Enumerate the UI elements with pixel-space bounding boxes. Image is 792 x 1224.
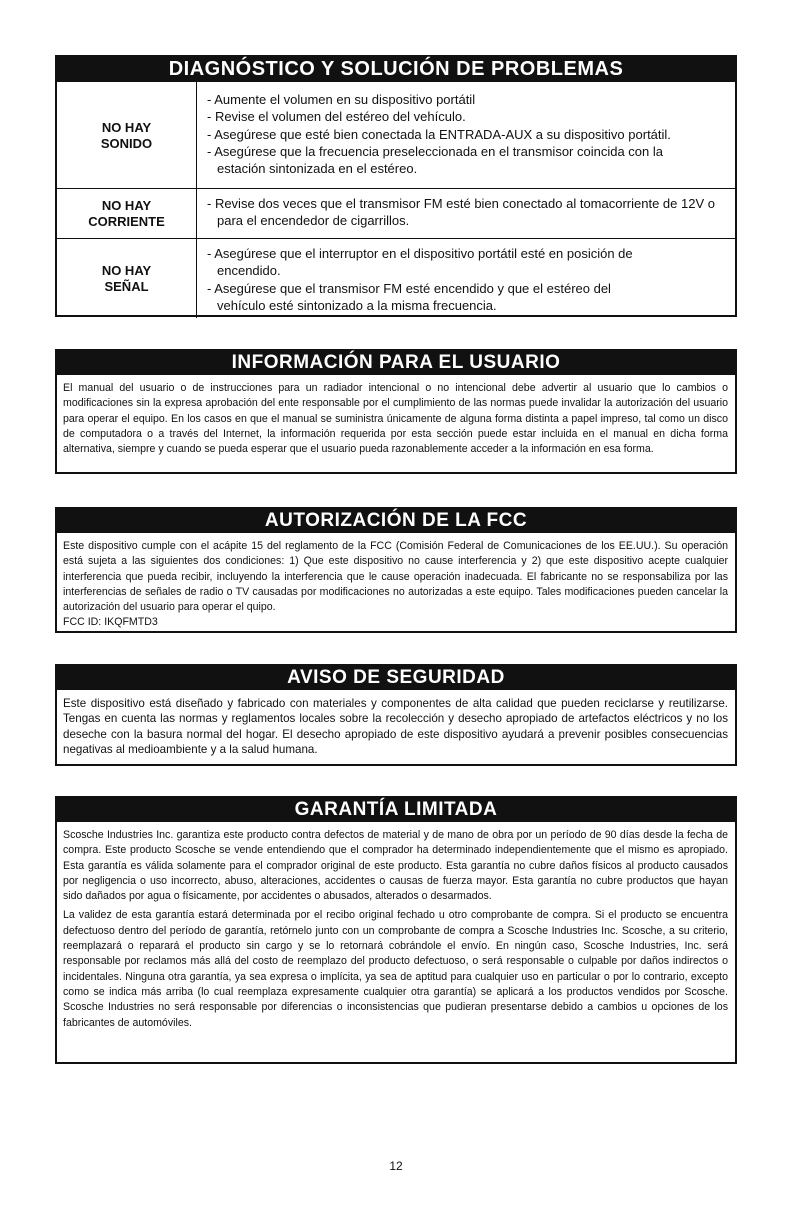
fcc-id: FCC ID: IKQFMTD3 [63,616,158,629]
user-info-text [57,375,735,457]
trouble-label [57,189,197,239]
fcc-text [57,533,735,631]
trouble-row-no-signal [57,238,735,318]
trouble-label-line: NO HAY [101,198,152,213]
trouble-item: - Asegúrese que esté bien conectada la ENTRADA-AUX a su dispositivo portátil. [207,126,671,142]
trouble-items [207,245,727,314]
page-number: 12 [389,1159,403,1173]
warranty-section [55,796,737,1064]
trouble-item: - Revise dos veces que el transmisor FM esté bien conectado al tomacorriente de 12V o para el encendedor de cigarrillos. [207,196,715,229]
warranty-text [57,822,735,1031]
trouble-row-no-sound [57,81,735,189]
trouble-item: - Asegúrese que el interruptor en el dispositivo portátil esté en posición de encendido. [207,246,633,279]
trouble-label-line: CORRIENTE [88,214,165,229]
warranty-paragraph-2: La validez de esta garantía estará determinada por el recibo original fechado u otro comprobante de compra. Si el producto se encuentra defectuoso dentro del período de garantía, retórnelo junto con un comprobante de compra a Scosche Industries Inc. Scosche, a su criterio, reemplazará o reparará el producto sin cargo y se lo retornará cobrándole el envío. En ningún caso, Scosche Industries, Inc. será responsable por reclamos más allá del costo de reemplazo del producto defectuoso, o será responsable o culpable por daños indirectos o incidentales. Ninguna otra garantía, ya sea expresa o implícita, ya sea de aptitud para cualquier uso en particular o por lo contrario, excepto como se indica más arriba (lo cual reemplaza expresamente cualquier otra garantía) se aplicará a los productos vendidos por Scosche. Scosche Industries no será responsable por diferencias o inconsistencias que pudieran presentarse debido a cambios u opciones de los fabricantes de automóviles. [63,909,728,1029]
trouble-label [57,82,197,189]
safety-text [57,690,735,757]
trouble-row-no-power [57,188,735,239]
trouble-label-line: SONIDO [100,135,153,151]
trouble-item: - Aumente el volumen en su dispositivo portátil [207,92,476,107]
trouble-items [207,195,727,230]
fcc-paragraph: Este dispositivo cumple con el acápite 15 del reglamento de la FCC (Comisión Federal de Comunicaciones de los EE.UU.). Su operación está sujeta a las siguientes dos condiciones: 1) Que este dispositivo no cause interferencia y 2) que este dispositivo acepte cualquier interferencia que pueda recibir, incluyendo la interferencia que le cause operación inadecuada. El fabricante no se responsabiliza por las interferencias de señales de radio o TV causadas por modificaciones no autorizadas a este equipo. Tales modificaciones pueden cancelar la autorización del usuario para operar el quipo. [63,540,728,614]
trouble-item: - Revise el volumen del estéreo del vehículo. [207,109,466,125]
trouble-items [207,91,727,177]
trouble-label-line: NO HAY [101,262,152,278]
trouble-item: - Asegúrese que la frecuencia preseleccionada en el transmisor coincida con la estación sintonizada en el estéreo. [207,143,663,177]
trouble-label [57,239,197,318]
troubleshooting-section [55,55,737,317]
safety-paragraph: Este dispositivo está diseñado y fabricado con materiales y componentes de alta calidad que pueden reciclarse y reutilizarse. Tengas en cuenta las normas y reglamentos locales sobre la recolección y desecho apropiado de artefactos eléctricos y no los deseche con la basura normal del hogar. El desecho apropiado de este dispositivo ayudará a prevenir posibles consecuencias negativas al medioambiente y a la salud humana. [63,697,728,756]
user-info-title: INFORMACIÓN PARA EL USUARIO [57,351,735,375]
troubleshooting-title: DIAGNÓSTICO Y SOLUCIÓN DE PROBLEMAS [57,57,735,81]
trouble-item: - Asegúrese que el transmisor FM esté encendido y que el estéreo del vehículo esté sintonizado a la misma frecuencia. [207,280,611,313]
fcc-title: AUTORIZACIÓN DE LA FCC [57,509,735,533]
safety-title: AVISO DE SEGURIDAD [57,666,735,690]
safety-section [55,664,737,766]
trouble-label-line: NO HAY [101,119,152,135]
trouble-label-line: SEÑAL [104,278,149,294]
fcc-section [55,507,737,633]
user-info-paragraph: El manual del usuario o de instrucciones para un radiador intencional o no intencional debe advertir al usuario que lo cambios o modificaciones sin la expresa aprobación del ente responsable por el cumplimiento de las normas puede invalidar la autorización del usuario para operar el equipo. En los casos en que el manual se suministra únicamente de alguna forma distinta a papel impreso, tal como un disco de computadora o a través del Internet, la información requerida por esta sección puede estar incluida en el manual en dicha forma alternativa, siempre y cuando se pueda esperar que el usuario pueda razonablemente acceder a la información en esa forma. [63,382,728,456]
warranty-title: GARANTÍA LIMITADA [57,798,735,822]
user-info-section [55,349,737,474]
warranty-paragraph-1: Scosche Industries Inc. garantiza este producto contra defectos de material y de mano de obra por un período de 90 días desde la fecha de compra. Este producto Scosche se vende entendiendo que el comprador ha determinado independientemente que el mismo es apropiado. Esta garantía es válida solamente para el comprador original de este producto. Esta garantía no cubre daños físicos al producto causados por negligencia o uso incorrecto, abuso, alteraciones, accidentes o causas de fuerza mayor. Esta garantía no cubre productos que hayan sido dañados por agua o físicamente, por accidentes o abusados, alterados o desarmados. [63,829,728,903]
